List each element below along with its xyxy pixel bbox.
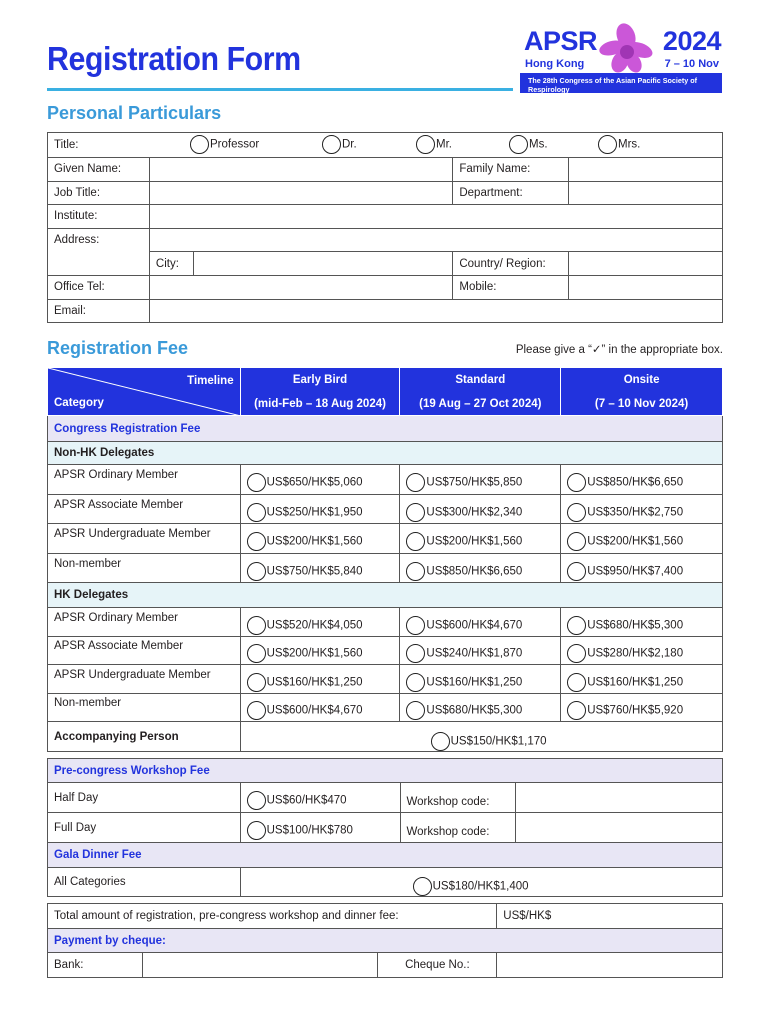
radio-icon[interactable] [406, 473, 425, 492]
nonhk-price-option[interactable] [561, 494, 723, 524]
radio-icon[interactable] [416, 135, 435, 154]
price-label: US$950/HK$7,400 [587, 565, 684, 578]
fee-row [48, 693, 723, 722]
title-option-professor[interactable]: Professor [190, 135, 259, 154]
hk-price-option[interactable] [240, 608, 400, 637]
bank-label: Bank: [48, 953, 143, 978]
total-amount-field[interactable] [497, 904, 723, 929]
fee-category-label: APSR Undergraduate Member [48, 524, 241, 554]
onsite-period: (7 – 10 Nov 2024) [594, 397, 689, 410]
fee-category-label: APSR Associate Member [48, 636, 241, 665]
full-day-label: Full Day [48, 813, 241, 843]
standard-period: (19 Aug – 27 Oct 2024) [419, 397, 542, 410]
price-label: US$680/HK$5,300 [426, 704, 523, 717]
radio-icon[interactable] [598, 135, 617, 154]
price-label: US$350/HK$2,750 [587, 506, 684, 519]
price-label: US$250/HK$1,950 [266, 506, 363, 519]
fee-row [48, 524, 723, 554]
department-field[interactable] [569, 181, 723, 205]
job-title-field[interactable] [149, 181, 452, 205]
early-bird-period: (mid-Feb – 18 Aug 2024) [254, 397, 386, 410]
radio-icon[interactable] [322, 135, 341, 154]
radio-icon[interactable] [190, 135, 209, 154]
fee-row [48, 665, 723, 694]
radio-icon[interactable] [567, 673, 586, 692]
workshop-group-header: Pre-congress Workshop Fee [48, 759, 723, 783]
price-label: US$160/HK$1,250 [587, 676, 684, 689]
price-label: US$160/HK$1,250 [266, 676, 363, 689]
hk-price-option[interactable] [561, 636, 723, 665]
fee-instruction: Please give a “✓” in the appropriate box. [515, 344, 723, 356]
hk-price-option[interactable] [400, 636, 561, 665]
radio-icon[interactable] [567, 616, 586, 635]
price-label: US$650/HK$5,060 [266, 476, 363, 489]
fee-row [48, 494, 723, 524]
price-label: US$200/HK$1,560 [266, 647, 363, 660]
email-field[interactable] [149, 299, 722, 323]
price-label: US$750/HK$5,850 [426, 476, 523, 489]
country-field[interactable] [569, 252, 723, 276]
logo-city: Hong Kong [525, 58, 585, 70]
gala-option[interactable]: US$180/HK$1,400 [240, 868, 722, 897]
apsr-logo [518, 22, 723, 94]
radio-icon[interactable] [406, 644, 425, 663]
fee-row [48, 608, 723, 637]
radio-icon[interactable] [247, 616, 266, 635]
radio-icon[interactable] [247, 673, 266, 692]
mobile-label: Mobile: [453, 275, 569, 299]
gala-group-header: Gala Dinner Fee [48, 843, 723, 868]
full-day-code-label: Workshop code: [400, 813, 516, 843]
col-onsite [561, 368, 723, 416]
fee-category-label: APSR Undergraduate Member [48, 665, 241, 694]
timeline-label: Timeline [187, 375, 234, 387]
nonhk-price-option[interactable] [561, 465, 723, 495]
nonhk-price-option[interactable] [240, 524, 400, 554]
nonhk-rows [48, 465, 723, 583]
radio-icon[interactable] [567, 503, 586, 522]
price-label: US$200/HK$1,560 [266, 535, 363, 548]
fee-category-label: Non-member [48, 693, 241, 722]
radio-icon[interactable] [413, 877, 432, 896]
radio-icon[interactable] [431, 732, 450, 751]
price-label: US$200/HK$1,560 [587, 535, 684, 548]
title-option-ms[interactable]: Ms. [509, 135, 548, 154]
payment-table [47, 903, 723, 978]
nonhk-price-option[interactable] [400, 465, 561, 495]
address-field[interactable] [149, 228, 722, 252]
family-name-field[interactable] [569, 158, 723, 182]
price-label: US$300/HK$2,340 [426, 506, 523, 519]
half-day-code-field[interactable] [516, 783, 723, 813]
given-name-label: Given Name: [48, 158, 150, 182]
fee-category-label: APSR Ordinary Member [48, 465, 241, 495]
fee-category-label: APSR Ordinary Member [48, 608, 241, 637]
radio-icon[interactable] [567, 644, 586, 663]
radio-icon[interactable] [247, 562, 266, 581]
price-label: US$850/HK$6,650 [426, 565, 523, 578]
title-label: Title: [54, 139, 79, 151]
hk-price-option[interactable] [240, 693, 400, 722]
nonhk-price-option[interactable] [400, 524, 561, 554]
early-bird-label: Early Bird [292, 373, 348, 386]
col-early-bird [240, 368, 400, 416]
cheque-no-label: Cheque No.: [378, 953, 497, 978]
office-tel-label: Office Tel: [48, 275, 150, 299]
onsite-label: Onsite [623, 373, 660, 386]
email-label: Email: [48, 299, 150, 323]
given-name-field[interactable] [149, 158, 452, 182]
radio-icon[interactable] [406, 673, 425, 692]
hk-price-option[interactable] [561, 608, 723, 637]
radio-icon[interactable] [567, 532, 586, 551]
accompanying-option[interactable]: US$150/HK$1,170 [240, 722, 722, 752]
page-title: Registration Form [47, 40, 301, 77]
workshop-table [47, 758, 723, 897]
full-day-option[interactable]: US$100/HK$780 [240, 813, 400, 843]
nonhk-price-option[interactable] [400, 553, 561, 583]
nonhk-price-option[interactable] [561, 553, 723, 583]
institute-field[interactable] [149, 205, 722, 229]
price-label: US$600/HK$4,670 [266, 704, 363, 717]
price-label: US$520/HK$4,050 [266, 619, 363, 632]
hk-price-option[interactable] [400, 665, 561, 694]
col-standard [400, 368, 561, 416]
title-option-dr[interactable]: Dr. [322, 135, 357, 154]
orchid-icon [594, 22, 658, 74]
radio-icon[interactable] [567, 562, 586, 581]
bank-field[interactable] [142, 953, 378, 978]
radio-icon[interactable] [247, 532, 266, 551]
nonhk-subheader: Non-HK Delegates [48, 442, 723, 465]
hk-price-option[interactable] [400, 608, 561, 637]
congress-group-header: Congress Registration Fee [48, 416, 723, 442]
city-label: City: [149, 252, 193, 276]
price-label: US$200/HK$1,560 [426, 535, 523, 548]
nonhk-price-option[interactable] [240, 465, 400, 495]
nonhk-price-option[interactable] [561, 524, 723, 554]
cheque-no-field[interactable] [497, 953, 723, 978]
radio-icon[interactable] [247, 791, 266, 810]
total-label: Total amount of registration, pre-congress workshop and dinner fee: [48, 904, 497, 929]
logo-dates: 7 – 10 Nov [664, 58, 719, 70]
radio-icon[interactable] [247, 473, 266, 492]
half-day-code-label: Workshop code: [400, 783, 516, 813]
personal-table [47, 132, 723, 323]
fee-row [48, 553, 723, 583]
family-name-label: Family Name: [453, 158, 569, 182]
logo-year: 2024 [662, 26, 721, 56]
category-label: Category [54, 397, 104, 409]
job-title-label: Job Title: [48, 181, 150, 205]
half-day-option[interactable]: US$60/HK$470 [240, 783, 400, 813]
radio-icon[interactable] [247, 644, 266, 663]
nonhk-price-option[interactable] [240, 494, 400, 524]
hk-price-option[interactable] [240, 636, 400, 665]
price-label: US$280/HK$2,180 [587, 647, 684, 660]
fee-heading: Registration Fee [47, 338, 189, 358]
address-label: Address: [48, 228, 150, 275]
radio-icon[interactable] [406, 701, 425, 720]
price-label: US$600/HK$4,670 [426, 619, 523, 632]
price-label: US$240/HK$1,870 [426, 647, 523, 660]
price-label: US$160/HK$1,250 [426, 676, 523, 689]
institute-label: Institute: [48, 205, 150, 229]
hk-price-option[interactable] [240, 665, 400, 694]
mobile-field[interactable] [569, 275, 723, 299]
radio-icon[interactable] [406, 503, 425, 522]
accompanying-label: Accompanying Person [48, 722, 241, 752]
department-label: Department: [453, 181, 569, 205]
title-option-mrs[interactable]: Mrs. [598, 135, 640, 154]
radio-icon[interactable] [247, 821, 266, 840]
half-day-label: Half Day [48, 783, 241, 813]
hk-price-option[interactable] [561, 665, 723, 694]
price-label: US$850/HK$6,650 [587, 476, 684, 489]
price-label: US$760/HK$5,920 [587, 704, 684, 717]
title-row [48, 133, 723, 158]
fee-row [48, 465, 723, 495]
radio-icon[interactable] [406, 616, 425, 635]
total-currency: US$/HK$ [503, 910, 552, 922]
radio-icon[interactable] [567, 701, 586, 720]
cheque-group-header: Payment by cheque: [48, 929, 723, 953]
price-label: US$750/HK$5,840 [266, 565, 363, 578]
office-tel-field[interactable] [149, 275, 452, 299]
timeline-category-header [48, 368, 241, 416]
hk-price-option[interactable] [561, 693, 723, 722]
radio-icon[interactable] [567, 473, 586, 492]
country-label: Country/ Region: [453, 252, 569, 276]
fee-table [47, 367, 723, 752]
hk-rows [48, 608, 723, 722]
fee-category-label: APSR Associate Member [48, 494, 241, 524]
personal-heading: Personal Particulars [47, 103, 222, 123]
radio-icon[interactable] [247, 503, 266, 522]
hk-price-option[interactable] [400, 693, 561, 722]
logo-tagline: The 28th Congress of the Asian Pacific Society of Respirology [520, 73, 722, 93]
title-option-mr[interactable]: Mr. [416, 135, 452, 154]
city-field[interactable] [193, 252, 452, 276]
full-day-code-field[interactable] [516, 813, 723, 843]
nonhk-price-option[interactable] [240, 553, 400, 583]
fee-row [48, 636, 723, 665]
nonhk-price-option[interactable] [400, 494, 561, 524]
radio-icon[interactable] [509, 135, 528, 154]
fee-category-label: Non-member [48, 553, 241, 583]
gala-category-label: All Categories [48, 868, 241, 897]
radio-icon[interactable] [406, 562, 425, 581]
price-label: US$680/HK$5,300 [587, 619, 684, 632]
radio-icon[interactable] [247, 701, 266, 720]
radio-icon[interactable] [406, 532, 425, 551]
standard-label: Standard [455, 373, 506, 386]
logo-apsr-text: APSR [524, 26, 598, 56]
title-divider [47, 88, 513, 91]
hk-subheader: HK Delegates [48, 583, 723, 608]
